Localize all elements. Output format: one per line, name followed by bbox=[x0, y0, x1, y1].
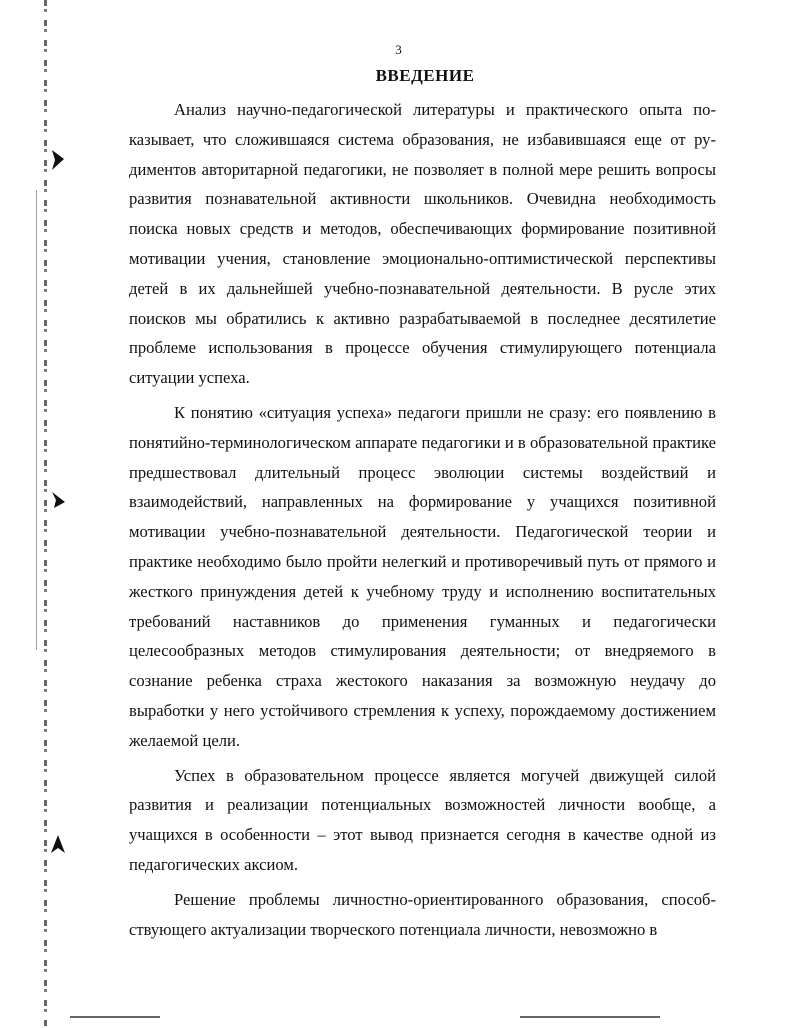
paragraph: К понятию «ситуация успеха» педагоги пришли не сразу: его появлению в понятийно-терминологическом аппарате педагогики и в образовательной практике предшествовал длительный процесс эволюции системы воздействий и взаимодействий, направленных на формирование у учащихся позитивной мотивации учебно-познавательной деятельности. Педагогической теории и практике необходимо было пройти нелегкий и противоречивый путь от прямого и жесткого принуждения детей к учебному труду и исполнению воспитательных требований наставников до применения гуманных и педагогически целесообразных методов стимулирования деятельности; от внедряемого в сознание ребенка страха жестокого наказания за возможную неудачу до выработки у него устойчивого стремления к успеху, порождаемому достижением желаемой цели. bbox=[129, 402, 716, 750]
binding-arrow-icon bbox=[50, 490, 66, 510]
paragraph: Анализ научно-педагогической литературы и практического опыта показывает, что сложившаяся система образования, не избавившаяся еще от рудиментов авторитарной педагогики, не позволяет в полной мере решить вопросы развития познавательной активности школьников. Очевидна необходимость поиска новых средств и методов, обеспечивающих формирование позитивной мотивации учения, становление эмоционально-оптимистической перспективы детей в их дальнейшей учебно-познавательной деятельности. В русле этих поисков мы обратились к активно разрабатываемой в последнее десятилетие проблеме использования в процессе обучения стимулирующего потенциала ситуации успеха. bbox=[129, 100, 716, 388]
paragraph: Решение проблемы личностно-ориентированного образования, способствующего актуализации творческого потенциала личности, невозможно в bbox=[129, 889, 716, 939]
scan-edge-artifact bbox=[44, 0, 47, 1028]
body-text bbox=[129, 95, 716, 944]
scan-edge-artifact-secondary bbox=[36, 190, 37, 650]
paragraph: Успех в образовательном процессе является могучей движущей силой развития и реализации потенциальных возможностей личности вообще, а учащихся в особенности – этот вывод признается сегодня в качестве одной из педагогических аксиом. bbox=[129, 765, 716, 874]
scan-bottom-rule-right bbox=[520, 1016, 660, 1018]
binding-arrow-icon bbox=[50, 835, 66, 855]
page-heading: ВВЕДЕНИЕ bbox=[375, 66, 475, 85]
scan-bottom-rule-left bbox=[70, 1016, 160, 1018]
binding-arrow-icon bbox=[50, 150, 66, 170]
page-number: 3 bbox=[395, 42, 402, 57]
